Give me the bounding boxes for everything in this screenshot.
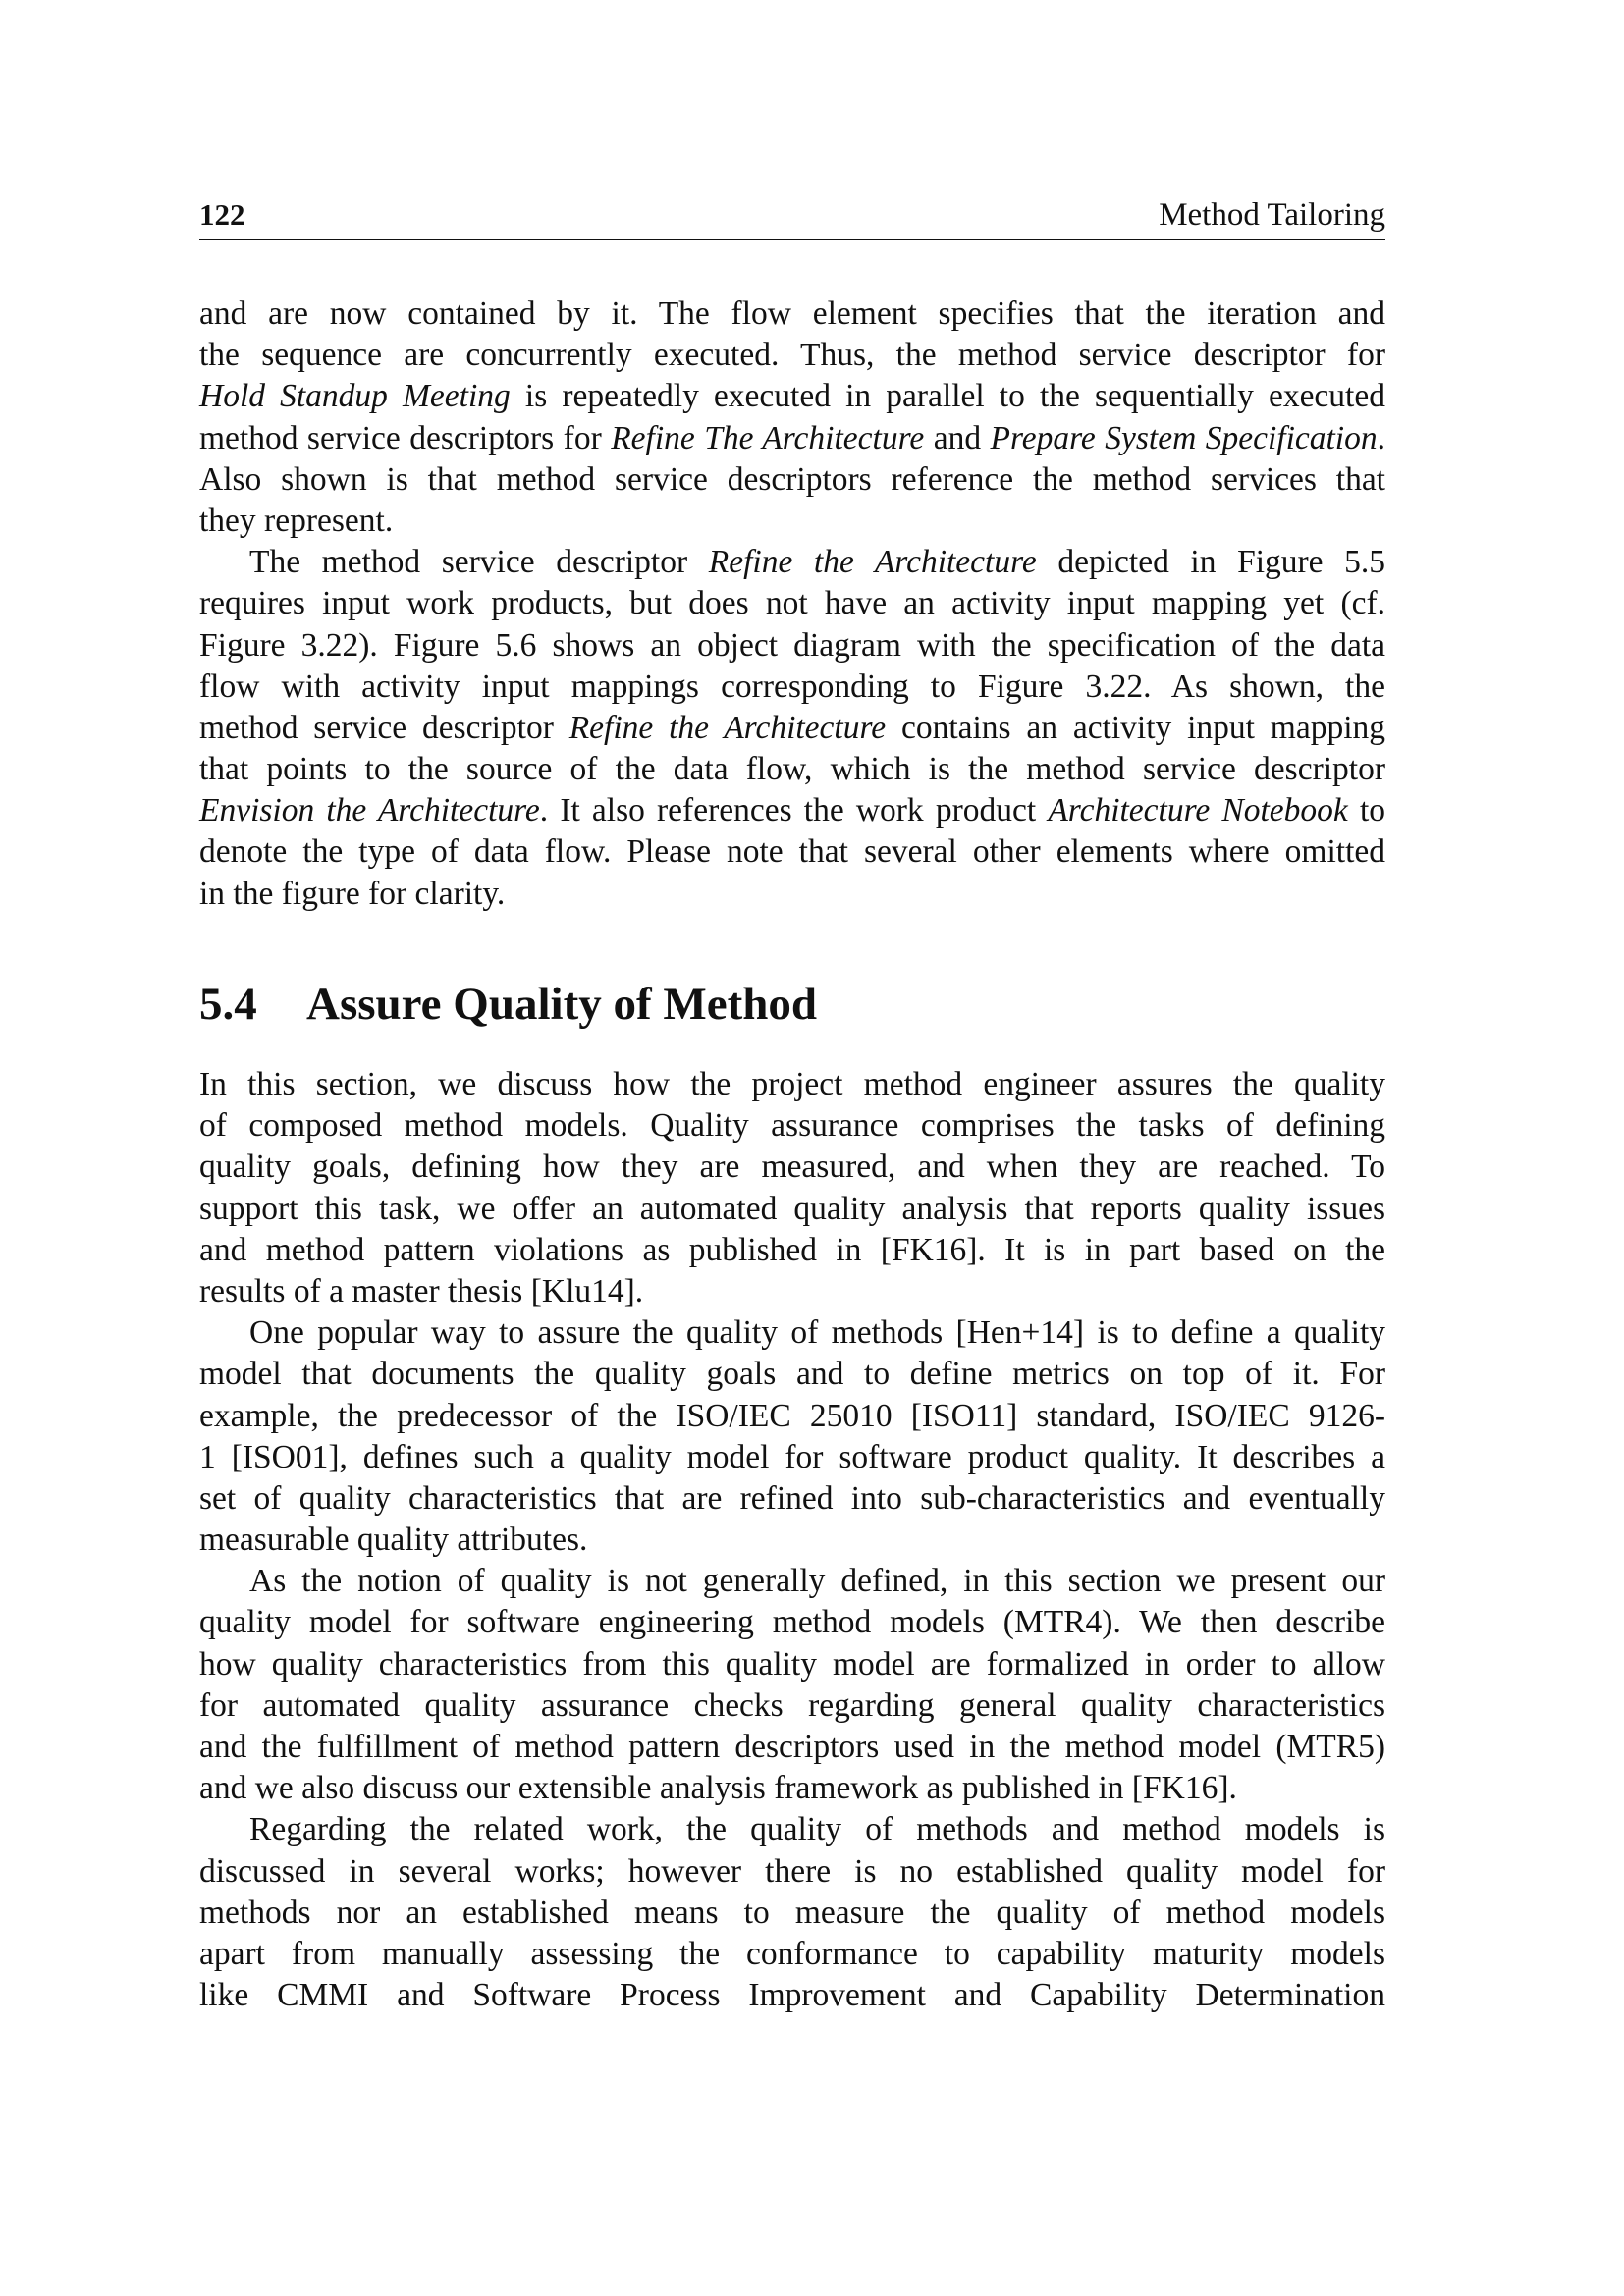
paragraph	[199, 542, 1385, 915]
text-line	[199, 542, 1385, 583]
text-line	[199, 1851, 1385, 1893]
text-segment: how quality characteristics from this quality model are formalized in order to allow	[199, 1645, 1385, 1682]
text-line	[199, 1644, 1385, 1685]
text-line	[199, 501, 1385, 542]
text-segment: depicted in Figure 5.5	[1036, 544, 1386, 581]
text-line	[199, 1437, 1385, 1478]
text-line	[199, 376, 1385, 417]
text-segment: Also shown is that method service descriptors reference the method services that	[199, 460, 1385, 498]
text-line	[199, 1561, 1385, 1602]
text-line	[199, 1934, 1385, 1975]
text-line	[199, 1975, 1385, 2016]
text-segment: is repeatedly executed in parallel to the sequentially executed	[510, 378, 1385, 415]
text-segment: contains an activity input mapping	[886, 709, 1385, 746]
text-line	[199, 1271, 1385, 1312]
text-segment: like CMMI and Software Process Improvement and Capability Determination	[199, 1977, 1385, 2014]
text-segment: discussed in several works; however there is no established quality model for	[199, 1852, 1385, 1890]
text-line	[199, 459, 1385, 501]
text-segment: and method pattern violations as published in [FK16]. It is in part based on the	[199, 1231, 1385, 1268]
text-line	[199, 1602, 1385, 1643]
text-line	[199, 790, 1385, 831]
text-line	[199, 1064, 1385, 1105]
text-segment: . It also references the work product	[539, 792, 1049, 829]
text-segment: that points to the source of the data flow, which is the method service descriptor	[199, 751, 1385, 788]
text-segment: methods nor an established means to measure the quality of method models	[199, 1894, 1385, 1931]
text-segment: measurable quality attributes.	[199, 1522, 588, 1559]
text-segment: and the fulfillment of method pattern descriptors used in the method model (MTR5)	[199, 1729, 1385, 1765]
text-line	[199, 418, 1385, 459]
text-segment: .	[1377, 419, 1385, 456]
text-line	[199, 1189, 1385, 1230]
text-line	[199, 1809, 1385, 1850]
italic-term: Refine the Architecture	[568, 709, 887, 746]
text-line	[199, 1768, 1385, 1809]
paragraph	[199, 1312, 1385, 1561]
section-title: Assure Quality of Method	[306, 979, 818, 1030]
text-line	[199, 335, 1385, 376]
text-line	[199, 583, 1385, 624]
text-segment: they represent.	[199, 502, 394, 539]
text-line	[199, 667, 1385, 708]
italic-term: Envision the Architecture	[199, 792, 540, 829]
text-segment: results of a master thesis [Klu14].	[199, 1272, 644, 1309]
text-segment: in the figure for clarity.	[199, 875, 506, 912]
text-line	[199, 1230, 1385, 1271]
text-segment: model that documents the quality goals and to define metrics on top of it. For	[199, 1356, 1385, 1393]
text-line	[199, 1147, 1385, 1188]
body-text-before-section	[199, 294, 1385, 915]
text-line	[199, 1478, 1385, 1520]
text-line	[199, 1893, 1385, 1934]
text-segment: Figure 3.22). Figure 5.6 shows an object diagram with the specification of the data	[199, 626, 1385, 664]
text-segment: denote the type of data flow. Please note that several other elements where omitted	[199, 833, 1385, 871]
text-line	[199, 294, 1385, 335]
text-segment: of composed method models. Quality assurance comprises the tasks of defining	[199, 1107, 1385, 1145]
text-segment: example, the predecessor of the ISO/IEC 25010 [ISO11] standard, ISO/IEC 9126-	[199, 1397, 1385, 1434]
text-segment: and are now contained by it. The flow element specifies that the iteration and	[199, 295, 1385, 332]
text-segment: quality model for software engineering method models (MTR4). We then describe	[199, 1604, 1385, 1641]
text-segment: In this section, we discuss how the project method engineer assures the quality	[199, 1066, 1385, 1102]
text-segment: 1 [ISO01], defines such a quality model for software product quality. It describes a	[199, 1438, 1385, 1475]
italic-term: Refine The Architecture	[611, 419, 925, 456]
text-segment: and	[924, 419, 991, 456]
italic-term: Refine the Architecture	[708, 544, 1037, 581]
text-line	[199, 1685, 1385, 1727]
text-segment: flow with activity input mappings corresponding to Figure 3.22. As shown, the	[199, 667, 1385, 705]
text-line	[199, 749, 1385, 790]
text-line	[199, 625, 1385, 667]
text-segment: support this task, we offer an automated quality analysis that reports quality issues	[199, 1190, 1385, 1227]
text-segment: One popular way to assure the quality of methods [Hen+14] is to define a quality	[249, 1314, 1385, 1352]
paragraph	[199, 1064, 1385, 1312]
text-line	[199, 1312, 1385, 1354]
italic-term: Hold Standup Meeting	[199, 378, 511, 415]
text-line	[199, 1105, 1385, 1147]
text-segment: Regarding the related work, the quality of methods and method models is	[249, 1811, 1385, 1848]
italic-term: Architecture Notebook	[1048, 792, 1348, 829]
section-heading	[199, 979, 1385, 1031]
text-segment: The method service descriptor	[249, 544, 709, 581]
section-number: 5.4	[199, 979, 257, 1030]
header-rule	[199, 239, 1385, 240]
page-header	[199, 195, 1385, 239]
text-line	[199, 1727, 1385, 1768]
text-segment: and we also discuss our extensible analysis framework as published in [FK16].	[199, 1770, 1237, 1807]
text-line	[199, 874, 1385, 915]
text-line	[199, 1354, 1385, 1395]
text-line	[199, 1520, 1385, 1561]
text-segment: the sequence are concurrently executed. Thus, the method service descriptor for	[199, 337, 1385, 374]
text-segment: requires input work products, but does not have an activity input mapping yet (cf.	[199, 585, 1385, 622]
text-line	[199, 708, 1385, 749]
page-number: 122	[199, 197, 245, 232]
paragraph	[199, 1809, 1385, 2016]
text-segment: As the notion of quality is not generally defined, in this section we present our	[249, 1563, 1385, 1600]
text-segment: for automated quality assurance checks regarding general quality characteristics	[199, 1686, 1385, 1724]
running-title: Method Tailoring	[1159, 197, 1385, 233]
text-segment: apart from manually assessing the conformance to capability maturity models	[199, 1935, 1385, 1972]
text-segment: quality goals, defining how they are measured, and when they are reached. To	[199, 1148, 1385, 1186]
text-segment: to	[1347, 792, 1385, 829]
text-line	[199, 831, 1385, 873]
text-segment: method service descriptor	[199, 709, 569, 746]
italic-term: Prepare System Specification	[990, 419, 1378, 456]
text-segment: set of quality characteristics that are refined into sub-characteristics and eventually	[199, 1479, 1385, 1517]
text-line	[199, 1396, 1385, 1437]
text-segment: method service descriptors for	[199, 419, 612, 456]
body-text-section-5-4	[199, 1064, 1385, 2016]
paragraph	[199, 294, 1385, 542]
paragraph	[199, 1561, 1385, 1809]
